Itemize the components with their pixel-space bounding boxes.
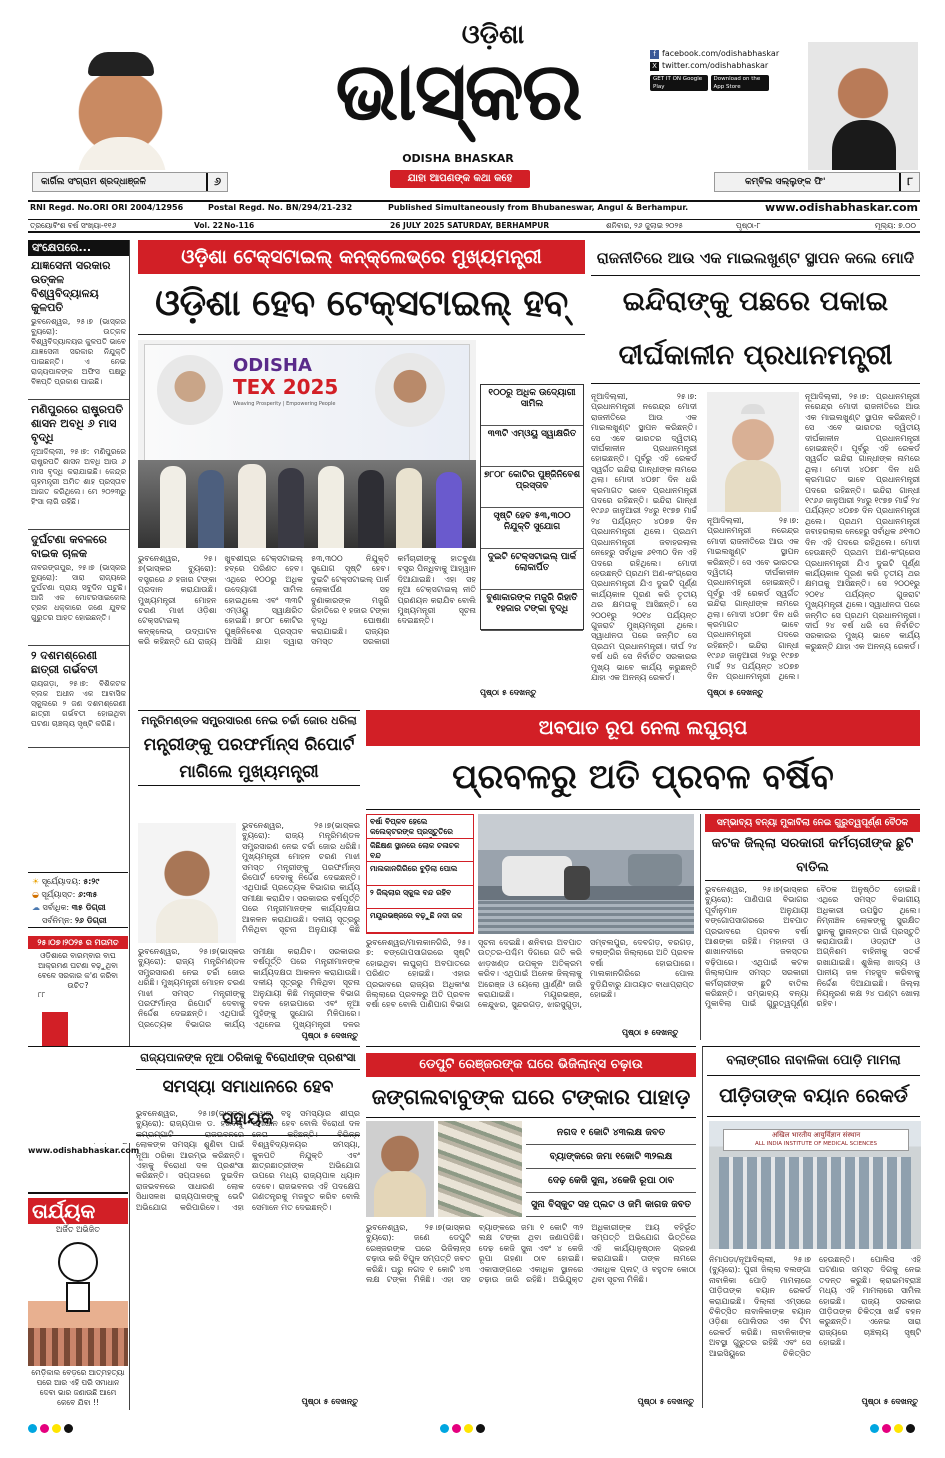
- cuttack-story: [700, 814, 920, 1040]
- cuttack-headline[interactable]: କଟକ ଜିଲ୍ଲା ସରକାରୀ କର୍ମଚାରୀଙ୍କ ଛୁଟି ବାତିଲ: [705, 832, 920, 881]
- rain-headline[interactable]: ପ୍ରବଳରୁ ଅତି ପ୍ରବଳ ବର୍ଷିବ: [366, 746, 920, 810]
- vigilance-fact: ବ୍ୟାଙ୍କରେ ଜମା ୧କୋଟି ୩୨ଲକ୍ଷ: [526, 1145, 696, 1169]
- governor-story: [28, 1046, 360, 1408]
- cabinet-kicker[interactable]: ମନ୍ତ୍ରିମଣ୍ଡଳ ସମ୍ପ୍ରସାରଣ ନେଇ ଚର୍ଚ୍ଚା ଜୋର ଧରିଲା: [141, 714, 357, 727]
- masthead: [28, 20, 920, 200]
- twitter-url: twitter.com/odishabhaskar: [662, 61, 769, 70]
- balangir-kicker[interactable]: ବଲାଙ୍ଗୀର ନାବାଳିକା ପୋଡ଼ି ମାମଲା: [707, 1047, 920, 1076]
- twitter-link[interactable]: [650, 60, 810, 72]
- modi-kicker[interactable]: ରାଜନୀତିରେ ଆଉ ଏକ ମାଇଲଖୁଣ୍ଟ ସ୍ଥାପନ କଲେ ମୋଦି: [591, 240, 920, 276]
- poll-question: ଓଡ଼ିଶାରେ ବାରମ୍ବାର ବାଘ ଆକ୍ରମଣ ଘଟଣା ବଢ଼ୁଥିବା ବେଳେ ସରକାର କ'ଣ କରିବା ଉଚିତ?: [37, 951, 119, 990]
- cloud-icon: ☁: [32, 903, 40, 912]
- lead-body-text: ଭୁବନେଶ୍ୱର, ୨୫।୭(ଭାସ୍କର ବ୍ୟୁରୋ): ବସ୍ତ୍ରରେ ୬ ହଜାର ଟଙ୍କା ପ୍ରଦାନ କରାଯାଉଛି। ମୁଖ୍ୟମନ୍ତ୍ରୀ ମୋହନ ଚରଣ ମାଝୀ ଓଡ଼ିଶା ଟେକ୍ସଟାଇଲ୍ କନ୍‌କ୍ଲେଭ୍ ଉଦ୍‌ଘାଟନ କରି କହିଛନ୍ତି ଯେ ରାଜ୍ୟ ଖୁବଶୀଘ୍ର ଟେକ୍ସଟାଇଲ୍ ହବ୍‌ରେ ପରିଣତ ହେବ। ଏଥିରେ ୧୦୦ରୁ ଅଧିକ ଉଦ୍ୟୋଗୀ ସାମିଲ ହୋଇଥିଲେ ଏବଂ ୩୩ଟି ଏମ୍‌ଓୟୁ ସ୍ୱାକ୍ଷରିତ ହୋଇଛି। ୭୮୦୮ କୋଟିର ପୁଞ୍ଜିନିବେଶ ପ୍ରସ୍ତାବ ଆସିଛି ଯାହା ଦ୍ୱାରା ୫୩,୩୦୦ ନିଯୁକ୍ତି ସୁଯୋଗ ସୃଷ୍ଟି ହେବ। ଦୁଇଟି ଟେକ୍ସଟାଇଲ୍ ପାର୍କ ଲୋକାର୍ପଣ ସହ ବୁଣାକାରଙ୍କ ମଜୁରି ରିହାତିରେ ୧ ହଜାର ଟଙ୍କା ବୃଦ୍ଧି ଘୋଷଣା କରାଯାଇଛି। ରାଜ୍ୟର ସମସ୍ତ ସରକାରୀ କର୍ମଚାରୀଙ୍କୁ ହାତବୁଣା ବସ୍ତ୍ର ପିନ୍ଧିବାକୁ ଆହ୍ୱାନ ଦିଆଯାଇଛି। ଏହା ସହ ନୂଆ ଟେକ୍ସଟାଇଲ୍ ନୀତି ପ୍ରଣୟନ କରାଯିବ ବୋଲି ମୁଖ୍ୟମନ୍ତ୍ରୀ ସୂଚନା ଦେଇଛନ୍ତି।: [138, 554, 476, 647]
- masthead-tagline: ଯାହା ଆପଣଙ୍କ କଥା କହେ: [390, 170, 530, 188]
- cm-photo-banner: [375, 353, 445, 427]
- cartoon-title: ତାର୍ଯ୍ୟକ: [28, 1198, 128, 1224]
- sidebar-brief-headline: ୨ ଦଶମଶ୍ରେଣୀ ଛାତ୍ରୀ ଗର୍ଭବତୀ: [31, 649, 98, 676]
- sidebar-brief-body: ରାୟଗଡ଼ା, ୨୫।୭: ବିଶିକଟକ ବ୍ଲକ ଅଧୀନ ଏକ ଆବାସିକ ସ୍କୁଲରେ ୨ ଜଣ ଦଶମଶ୍ରେଣୀ ଛାତ୍ରୀ ଗର୍ଭବତୀ ହୋଇଥିବା ଘଟଣା ଚାଞ୍ଚଲ୍ୟ ସୃଷ୍ଟି କରିଛି।: [31, 679, 126, 728]
- cabinet-headline-1[interactable]: ମନ୍ତ୍ରୀଙ୍କୁ ପରଫର୍ମାନ୍ସ ରିପୋର୍ଟ: [143, 735, 355, 755]
- modi-body-right: [805, 392, 920, 692]
- sidebar-label: ସଂକ୍ଷେପରେ...: [28, 240, 129, 256]
- cartoon-caption: ମେଡ଼ିକାଲ ବେଡ଼ରେ ଆତ୍ମହତ୍ୟା ପରେ ଆର ଏହି ପରି ସମାଧାନ ଦେବା ଭାର ଜଣାଉଛି ଆମେ କେବେ ଯିବା !!: [31, 1368, 125, 1407]
- right-teaser[interactable]: [714, 172, 920, 192]
- sunset-time: ୬:୩୫: [77, 890, 98, 899]
- cabinet-body-bottom: [138, 947, 360, 1031]
- lead-kicker[interactable]: ଓଡ଼ିଶା ଟେକ୍ସଟାଇଲ୍ କନ୍‌କ୍ଲେଭ୍‌ରେ ମୁଖ୍ୟମନ୍ତ୍ରୀ: [138, 240, 585, 274]
- modi-body-text-cont: ନୂଆଦିଲ୍ଲୀ, ୨୫।୭: ପ୍ରଧାନମନ୍ତ୍ରୀ ନରେନ୍ଦ୍ର ମୋଦୀ ରାଜନୀତିରେ ଆଉ ଏକ ମାଇଲଖୁଣ୍ଟ ସ୍ଥାପନ କରିଛନ୍ତି। ସେ ଏବେ ଭାରତର ଦ୍ୱିତୀୟ ଦୀର୍ଘକାଳୀନ ପ୍ରଧାନମନ୍ତ୍ରୀ ହୋଇଛନ୍ତି। ପୂର୍ବରୁ ଏହି ରେକର୍ଡ ସ୍ୱର୍ଗତ ଇନ୍ଦିରା ଗାନ୍ଧୀଙ୍କ ନାମରେ ଥିଲା। ମୋଦୀ ୪୦୭୮ ଦିନ ଧରି କ୍ରମାଗତ ଭାବେ ପ୍ରଧାନମନ୍ତ୍ରୀ ପଦରେ ରହିଛନ୍ତି। ଇନ୍ଦିରା ଗାନ୍ଧୀ ୧୯୬୬ ଜାନୁଆରୀ ୨୪ରୁ ୧୯୭୭ ମାର୍ଚ୍ଚ ୨୪ ପର୍ଯ୍ୟନ୍ତ ୪୦୭୭ ଦିନ ପ୍ରଧାନମନ୍ତ୍ରୀ ଥିଲେ। ପ୍ରଥମ ପ୍ରଧାନମନ୍ତ୍ରୀ ଜବାହରଲାଲ ନେହେରୁ ସର୍ବାଧିକ ୬୧୩୦ ଦିନ ଏହି ପଦରେ ରହିଥିଲେ। ମୋଦୀ ହେଉଛନ୍ତି ପ୍ରଥମ ଅଣ-କଂଗ୍ରେସ ପ୍ରଧାନମନ୍ତ୍ରୀ ଯିଏ ଦୁଇଟି ପୂର୍ଣ୍ଣ କାର୍ଯ୍ୟକାଳ ପୂରଣ କରି ତୃତୀୟ ଥର କ୍ଷମତାକୁ ଆସିଛନ୍ତି। ସେ ୨୦୦୧ରୁ ୨୦୧୪ ପର୍ଯ୍ୟନ୍ତ ଗୁଜରାଟ ମୁଖ୍ୟମନ୍ତ୍ରୀ ଥିଲେ। ସ୍ୱାଧୀନତା ପରେ ଜନ୍ମିତ ସେ ପ୍ରଥମ ପ୍ରଧାନମନ୍ତ୍ରୀ। ଦୀର୍ଘ ୨୪ ବର୍ଷ ଧରି ସେ ନିର୍ବାଚିତ ସରକାରର ମୁଖ୍ୟ ଭାବେ କାର୍ଯ୍ୟ କରୁଛନ୍ତି ଯାହା ଏକ ଅନନ୍ୟ ରେକର୍ଡ।: [805, 392, 920, 651]
- vigilance-body-text: ଭୁବନେଶ୍ୱର, ୨୫।୭(ଭାସ୍କର ବ୍ୟୁରୋ): ଜଣେ ଡେପୁଟି ରେଞ୍ଜରଙ୍କ ଘରେ ଭିଜିଲାନ୍ସ ଚଢ଼ାଉ କରି ବିପୁଳ ସମ୍ପତ୍ତି ଜବତ କରିଛି। ଘରୁ ନଗଦ ୧ କୋଟି ୪୩ ଲକ୍ଷ ଟଙ୍କା ମିଳିଛି। ଏହା ସହ ବ୍ୟାଙ୍କରେ ଜମା ୧ କୋଟି ୩୨ ଲକ୍ଷ ଟଙ୍କା ଥିବା ଜଣାପଡ଼ିଛି। ଦେଢ଼ କେଜି ସୁନା ଏବଂ ୪ କେଜି ରୂପା ଗହଣା ଠାବ ହୋଇଛି। ଏକାସାଙ୍ଗରେ ଏକାଧିକ ସ୍ଥାନରେ ଚଢ଼ାଉ ଜାରି ରହିଛି। ଅଭିଯୁକ୍ତ ଅଧିକାରୀଙ୍କ ଆୟ ବହିର୍ଭୂତ ସମ୍ପତ୍ତି ଅଭିଯୋଗ ଭିତ୍ତିରେ ଏହି କାର୍ଯ୍ୟାନୁଷ୍ଠାନ ଗ୍ରହଣ କରାଯାଇଛି। ତାଙ୍କ ନାମରେ ଏକାଧିକ ପ୍ଲଟ୍ ଓ ବହୁତଳ କୋଠା ଥିବା ସୂଚନା ମିଳିଛି।: [366, 1223, 696, 1285]
- website-url[interactable]: www.odishabhaskar.com: [765, 201, 918, 214]
- lead-fact: ୩୩ଟି ଏମ୍‌ଓୟୁ ସ୍ୱାକ୍ଷରିତ: [481, 426, 583, 467]
- sidebar-items: [28, 256, 129, 748]
- modi-body-mid: [707, 516, 799, 686]
- cabinet-headline-2[interactable]: ମାଗିଲେ ମୁଖ୍ୟମନ୍ତ୍ରୀ: [138, 759, 360, 786]
- governor-body: [136, 1109, 360, 1403]
- modi-body-text: ନୂଆଦିଲ୍ଲୀ, ୨୫।୭: ପ୍ରଧାନମନ୍ତ୍ରୀ ନରେନ୍ଦ୍ର ମୋଦୀ ରାଜନୀତିରେ ଆଉ ଏକ ମାଇଲଖୁଣ୍ଟ ସ୍ଥାପନ କରିଛନ୍ତି। ସେ ଏବେ ଭାରତର ଦ୍ୱିତୀୟ ଦୀର୍ଘକାଳୀନ ପ୍ରଧାନମନ୍ତ୍ରୀ ହୋଇଛନ୍ତି। ପୂର୍ବରୁ ଏହି ରେକର୍ଡ ସ୍ୱର୍ଗତ ଇନ୍ଦିରା ଗାନ୍ଧୀଙ୍କ ନାମରେ ଥିଲା। ମୋଦୀ ୪୦୭୮ ଦିନ ଧରି କ୍ରମାଗତ ଭାବେ ପ୍ରଧାନମନ୍ତ୍ରୀ ପଦରେ ରହିଛନ୍ତି। ଇନ୍ଦିରା ଗାନ୍ଧୀ ୧୯୬୬ ଜାନୁଆରୀ ୨୪ରୁ ୧୯୭୭ ମାର୍ଚ୍ଚ ୨୪ ପର୍ଯ୍ୟନ୍ତ ୪୦୭୭ ଦିନ ପ୍ରଧାନମନ୍ତ୍ରୀ ଥିଲେ। ପ୍ରଥମ ପ୍ରଧାନମନ୍ତ୍ରୀ ଜବାହରଲାଲ ନେହେରୁ ସର୍ବାଧିକ ୬୧୩୦ ଦିନ ଏହି ପଦରେ ରହିଥିଲେ। ମୋଦୀ ହେଉଛନ୍ତି ପ୍ରଥମ ଅଣ-କଂଗ୍ରେସ ପ୍ରଧାନମନ୍ତ୍ରୀ ଯିଏ ଦୁଇଟି ପୂର୍ଣ୍ଣ କାର୍ଯ୍ୟକାଳ ପୂରଣ କରି ତୃତୀୟ ଥର କ୍ଷମତାକୁ ଆସିଛନ୍ତି। ସେ ୨୦୦୧ରୁ ୨୦୧୪ ପର୍ଯ୍ୟନ୍ତ ଗୁଜରାଟ ମୁଖ୍ୟମନ୍ତ୍ରୀ ଥିଲେ। ସ୍ୱାଧୀନତା ପରେ ଜନ୍ମିତ ସେ ପ୍ରଥମ ପ୍ରଧାନମନ୍ତ୍ରୀ। ଦୀର୍ଘ ୨୪ ବର୍ଷ ଧରି ସେ ନିର୍ବାଚିତ ସରକାରର ମୁଖ୍ୟ ଭାବେ କାର୍ଯ୍ୟ କରୁଛନ୍ତି ଯାହା ଏକ ଅନନ୍ୟ ରେକର୍ଡ।: [591, 392, 697, 682]
- vigilance-facts: [526, 1121, 696, 1217]
- info-bar-top: [28, 200, 920, 213]
- event-banner: [144, 344, 470, 468]
- rain-body: [366, 938, 694, 1036]
- modi-story: [591, 240, 920, 702]
- google-play-badge[interactable]: GET IT ON Google Play: [650, 75, 708, 91]
- masthead-title[interactable]: ଭାସ୍କର: [335, 45, 581, 138]
- weather-box: [28, 872, 128, 928]
- minister-photo: [138, 823, 236, 943]
- cuttack-body-text: ଭୁବନେଶ୍ୱର, ୨୫।୭(ଭାସ୍କର ବ୍ୟୁରୋ): ପାଣିପାଗ ବିଭାଗର ପୂର୍ବାନୁମାନ ଅନୁଯାୟୀ ବଙ୍ଗୋପସାଗରରେ ଅବପାତ ପ୍ରଭାବରେ ପ୍ରବଳ ବର୍ଷା ଆଶଙ୍କା ରହିଛି। ମହାନଦୀ ଓ ଶାଖାନଦୀରେ ଜଳସ୍ତର ବଢ଼ିପାରେ। ଏଥିପାଇଁ କଟକ ଜିଲ୍ଲାପାଳ ସମସ୍ତ ସରକାରୀ କର୍ମଚାରୀଙ୍କ ଛୁଟି ବାତିଲ କରିଛନ୍ତି। ସମ୍ଭାବ୍ୟ ବନ୍ୟା ମୁକାବିଲା ପାଇଁ ଗୁରୁତ୍ୱପୂର୍ଣ୍ଣ ବୈଠକ ଅନୁଷ୍ଠିତ ହୋଇଛି। ଏଥିରେ ସମସ୍ତ ବିଭାଗୀୟ ଅଧିକାରୀ ଉପସ୍ଥିତ ଥିଲେ। ନିମ୍ନାଞ୍ଚଳ ଲୋକଙ୍କୁ ସୁରକ୍ଷିତ ସ୍ଥାନକୁ ସ୍ଥାନାନ୍ତର ପାଇଁ ପ୍ରସ୍ତୁତି କରାଯାଉଛି। ଓଡ୍ରାଫ ଓ ଅଗ୍ନିଶମ ବାହିନୀକୁ ସତର୍କ ରଖାଯାଇଛି। ଶୁଖିଲା ଖାଦ୍ୟ ଓ ପାନୀୟ ଜଳ ମହଜୁଦ କରିବାକୁ ନିର୍ଦ୍ଦେଶ ଦିଆଯାଇଛି। ଜିଲ୍ଲା ନିୟନ୍ତ୍ରଣ କକ୍ଷ ୨୪ ଘଣ୍ଟା ଖୋଲା ରହିବ।: [705, 885, 920, 1009]
- price: ମୂଲ୍ୟ: ୭.୦୦: [874, 221, 916, 230]
- volume: Vol. 22: [194, 221, 224, 230]
- app-store-badge[interactable]: Download on the App Store: [711, 75, 769, 91]
- vigilance-body: [366, 1223, 696, 1403]
- rain-bullet: ମାଲକାନଗିରିରେ ବୁଡ଼ିଲା ପୋଲ: [367, 862, 473, 886]
- maxtemp-label: ସର୍ବାଧିକ: [42, 903, 67, 912]
- governor-continue[interactable]: ପୃଷ୍ଠା ୫ ଦେଖନ୍ତୁ: [301, 1397, 358, 1406]
- governor-headline[interactable]: ସମସ୍ୟା ସମାଧାନରେ ହେବ ସହାୟକ: [136, 1071, 360, 1136]
- balangir-continue[interactable]: ପୃଷ୍ଠା ୫ ଦେଖନ୍ତୁ: [861, 1397, 918, 1406]
- modi-body-left: [591, 392, 697, 702]
- twitter-icon: X: [650, 62, 659, 71]
- sunset-label: ସୂର୍ଯ୍ୟାସ୍ତ: [41, 890, 73, 899]
- stage-people: [138, 460, 476, 548]
- balangir-story: [702, 1046, 920, 1408]
- vigilance-kicker[interactable]: ଡେପୁଟି ରେଞ୍ଜରଙ୍କ ଘରେ ଭିଜିଲାନ୍ସ ଚଢ଼ାଉ: [366, 1053, 696, 1077]
- cabinet-continue[interactable]: ପୃଷ୍ଠା ୫ ଦେଖନ୍ତୁ: [301, 1031, 358, 1040]
- sunrise-icon: ☀: [32, 877, 40, 886]
- cabinet-body-text: ଭୁବନେଶ୍ୱର, ୨୫।୭(ଭାସ୍କର ବ୍ୟୁରୋ): ରାଜ୍ୟ ମନ୍ତ୍ରିମଣ୍ଡଳ ସମ୍ପ୍ରସାରଣ ନେଇ ଚର୍ଚ୍ଚା ଜୋର ଧରିଛି। ମୁଖ୍ୟମନ୍ତ୍ରୀ ମୋହନ ଚରଣ ମାଝୀ ସମସ୍ତ ମନ୍ତ୍ରୀଙ୍କୁ ପରଫର୍ମାନ୍ସ ରିପୋର୍ଟ ଦେବାକୁ ନିର୍ଦ୍ଦେଶ ଦେଇଛନ୍ତି। ଏଥିପାଇଁ ପ୍ରତ୍ୟେକ ବିଭାଗର କାର୍ଯ୍ୟ ସମୀକ୍ଷା କରାଯିବ। ସରକାରର ବର୍ଷପୂର୍ତ୍ତି ପରେ ମନ୍ତ୍ରୀମାନଙ୍କ କାର୍ଯ୍ୟଦକ୍ଷତା ଆକଳନ କରାଯାଉଛି। ଦଳୀୟ ସୂତ୍ରରୁ ମିଳିଥିବା ସୂଚନା ଅନୁଯାୟୀ କିଛି: [242, 821, 360, 935]
- masthead-title-en: ODISHA BHASKAR: [402, 152, 514, 165]
- masthead-title-small: ଓଡ଼ିଶା: [461, 20, 525, 50]
- sidebar-brief[interactable]: [28, 400, 129, 530]
- facebook-link[interactable]: [650, 48, 810, 60]
- lead-fact: ୧୦୦ରୁ ଅଧିକ ଉଦ୍ୟୋଗୀ ସାମିଲ: [481, 385, 583, 426]
- page-count: ପୃଷ୍ଠା-୮: [736, 221, 761, 230]
- lead-headline[interactable]: ଓଡ଼ିଶା ହେବ ଟେକ୍ସଟାଇଲ୍ ହବ୍: [155, 283, 568, 324]
- sidebar-brief-headline: ମଣିପୁରରେ ରାଷ୍ଟ୍ରପତି ଶାସନ ଅବଧି ୬ ମାସ ବୃଦ୍ଧି: [31, 403, 124, 444]
- issue-no: No-116: [224, 221, 255, 230]
- banner-subtitle: Weaving Prosperity | Empowering People: [233, 401, 336, 407]
- poll-header: ୨୫।୦୭।୨୦୨୫ ର ମତାମତ: [28, 936, 128, 949]
- modi-headline-1[interactable]: ଇନ୍ଦିରାଙ୍କୁ ପଛରେ ପକାଇ: [622, 286, 889, 317]
- rain-bullet: ୨ ଜିଲ୍ଲାର ସ୍କୁଲ ବନ୍ଦ ରହିବ: [367, 886, 473, 910]
- banner-title-2: TEX 2025: [233, 375, 339, 399]
- registration-marks-center: [440, 1418, 488, 1437]
- aiims-photo: [709, 1121, 921, 1249]
- lead-continue[interactable]: ପୃଷ୍ଠା ୫ ଦେଖନ୍ତୁ: [480, 688, 537, 697]
- cabinet-story: [138, 710, 360, 1040]
- right-teaser-page: ୮: [899, 173, 913, 191]
- mintemp-row: ସର୍ବନିମ୍ନ: ୨୬ ଡିଗ୍ରୀ: [42, 916, 107, 925]
- cartoon-subtitle: ଅର୍ଜିତ ଅଭିଜିତ: [56, 1225, 100, 1234]
- maxtemp-value: ୩୫ ଡିଗ୍ରୀ: [71, 903, 106, 912]
- maxtemp-row: ☁ ସର୍ବାଧିକ: ୩୫ ଡିଗ୍ରୀ: [32, 903, 106, 912]
- balangir-body-text: ନିମାପଡ଼ା/ନୂଆଦିଲ୍ଲୀ, ୨୫।୭ (ବ୍ୟୁରୋ): ପୁରୀ ଜିଲ୍ଲା ବଲଙ୍ଗା ନାବାଳିକା ପୋଡ଼ି ମାମଲାରେ ପୀଡ଼ିତାଙ୍କ ବୟାନ ରେକର୍ଡ କରାଯାଇଛି। ଦିଲ୍ଲୀ ଏମ୍ସରେ ଚିକିତ୍ସିତ ନାବାଳିକାଙ୍କ ବୟାନ ଓଡ଼ିଶା ପୋଲିସର ଏକ ଟିମ ରେକର୍ଡ କରିଛି। ନାବାଳିକାଙ୍କ ଅବସ୍ଥା ଗୁରୁତର ରହିଛି ଏବଂ ସେ ଆଇସିୟୁରେ ଚିକିତ୍ସିତ ହେଉଛନ୍ତି। ପୋଲିସ ଏହି ଘଟଣାର ସମସ୍ତ ଦିଗକୁ ନେଇ ତଦନ୍ତ କରୁଛି। କ୍ରାଇମବ୍ରାଞ୍ଚ ମଧ୍ୟ ଏହି ମାମଲାରେ ସାମିଲ ହୋଇଛି। ରାଜ୍ୟ ସରକାର ପୀଡ଼ିତାଙ୍କ ଚିକିତ୍ସା ଖର୍ଚ୍ଚ ବହନ କରୁଛନ୍ତି। ଏନେଇ ସାରା ରାଜ୍ୟରେ ଚାଞ୍ଚଲ୍ୟ ସୃଷ୍ଟି ହୋଇଛି।: [709, 1255, 921, 1358]
- balangir-headline[interactable]: ପୀଡ଼ିତାଙ୍କ ବୟାନ ରେକର୍ଡ: [707, 1076, 920, 1117]
- right-teaser-text: କମ୍‌ବିଲ ସଲ୍ଲୁଙ୍କ ଫି': [745, 177, 826, 187]
- rain-bullet: ବର୍ଷା ବିପ୍ଳବ ହେଲେ କଲେକ୍ଟରଙ୍କ ପ୍ରସ୍ତୁତିରେ: [367, 815, 473, 839]
- rni-number: RNI Regd. No.ORI ORI 2004/12956: [30, 203, 184, 212]
- rain-story: [366, 710, 920, 1040]
- modi-continue[interactable]: ପୃଷ୍ଠା ୫ ଦେଖନ୍ତୁ: [707, 688, 764, 697]
- registration-marks-left: [28, 1418, 76, 1437]
- lead-fact: ୭୮୦୮ କୋଟିର ପୁଞ୍ଜିନିବେଶ ପ୍ରସ୍ତାବ: [481, 467, 583, 508]
- sidebar-brief[interactable]: [28, 256, 129, 400]
- celebrity-photo: [808, 42, 918, 170]
- facebook-icon: f: [650, 50, 659, 59]
- lead-fact: ସୃଷ୍ଟି ହେବ ୫୩,୩୦୦ ନିଯୁକ୍ତି ସୁଯୋଗ: [481, 508, 583, 549]
- year-issue: ତ୍ରୟୋବିଂଶ ବର୍ଷ ସଂଖ୍ୟା-୧୧୬: [30, 221, 117, 230]
- date-english: 26 JULY 2025 SATURDAY, BERHAMPUR: [390, 221, 550, 230]
- aiims-sign-hindi: अखिल भारतीय आयुर्विज्ञान संस्थान: [771, 1131, 861, 1139]
- sidebar-brief-body: ନୂଆଦିଲ୍ଲୀ, ୨୫।୭: ମଣିପୁରରେ ରାଷ୍ଟ୍ରପତି ଶାସନ ଅବଧି ଆଉ ୬ ମାସ ବୃଦ୍ଧି କରାଯାଇଛି। କେନ୍ଦ୍ର ଗୃହମନ୍ତ୍ରୀ ଅମିତ ଶାହ ପ୍ରସ୍ତାବ ଆଗତ କରିଥିଲେ। ମେ ୨୦୨୩ରୁ ହିଂସା ଲାଗି ରହିଛି।: [31, 447, 126, 506]
- rain-bullet: ମୟୂରଭଞ୍ଜରେ ବଢ଼ୁଛି ନଦୀ ଜଳ: [367, 909, 473, 933]
- officer-photo: [366, 1121, 434, 1217]
- modi-photo: [707, 392, 799, 512]
- cash-photo: [438, 1121, 522, 1217]
- postal-number: Postal Regd. No. BN/294/21-232: [208, 203, 353, 212]
- governor-body-text: ଭୁବନେଶ୍ୱର, ୨୫।୭(ଭାସ୍କର ବ୍ୟୁରୋ): ରାଜ୍ୟପାଳ ଡ. ହରିବାବୁ କମ୍ଭମ୍ପାଟି ରାଜଭବନରେ ଲୋକଙ୍କ ସମସ୍ୟା ଶୁଣିବା ପାଇଁ ନୂଆ ଠରିକା ଆରମ୍ଭ କରିଛନ୍ତି। ଏହାକୁ ବିରୋଧୀ ଦଳ ପ୍ରଶଂସା କରିଛନ୍ତି। ସପ୍ତାହରେ ଦୁଇଦିନ ରାଜଭବନରେ ସାଧାରଣ ଲୋକ ସିଧାସଳଖ ରାଜ୍ୟପାଳଙ୍କୁ ଭେଟି ଅଭିଯୋଗ କରିପାରିବେ। ଏହା ଦ୍ୱାରା ବହୁ ସମସ୍ୟାର ଶୀଘ୍ର ସମାଧାନ ହେବ ବୋଲି ବିରୋଧୀ ଦଳ ନେତା କହିଛନ୍ତି। ବିଭିନ୍ନ ବିଶ୍ୱବିଦ୍ୟାଳୟର ସମସ୍ୟା, କୁଳପତି ନିଯୁକ୍ତି ଏବଂ ଛାତ୍ରଛାତ୍ରୀଙ୍କ ଅଭିଯୋଗ ଉପରେ ମଧ୍ୟ ରାଜ୍ୟପାଳ ଧ୍ୟାନ ଦେବେ। ରାଜଭବନର ଏହି ପଦକ୍ଷେପ ଗଣତନ୍ତ୍ରକୁ ମଜବୁତ କରିବ ବୋଲି ସେମାନେ ମତ ଦେଇଛନ୍ତି।: [136, 1109, 360, 1212]
- vigilance-fact: ସୁନା ବିସ୍କୁଟ ସହ ପ୍ଲଟ ଓ ଜମି କାଗଜ ଜବତ: [526, 1193, 696, 1217]
- sidebar-brief-body: ନାବରଙ୍ଗପୁର, ୨୫।୭ (ଭାସ୍କର ବ୍ୟୁରୋ): ସାରା ରାଜ୍ୟରେ ଦୁର୍ଘଟଣା ପ୍ରାୟ ସବୁଦିନ ଘଟୁଛି। ଆଜି ଏକ ମୋଟରସାଇକେଲ ଟ୍ରକ ଧକ୍କାରେ ଜଣେ ଯୁବକ ଗୁରୁତର ଆହତ ହୋଇଛନ୍ତି।: [31, 563, 126, 622]
- left-teaser-page: ୬: [206, 173, 221, 191]
- rain-continue[interactable]: ପୃଷ୍ଠା ୫ ଦେଖନ୍ତୁ: [622, 1028, 679, 1037]
- lead-fact: ବୁଣାକାରଙ୍କ ମଜୁରି ରିହାତି ୧ହଜାର ଟଙ୍କା ବୃଦ୍ଧି: [481, 590, 583, 631]
- poll-site[interactable]: www.odishabhaskar.com: [28, 1146, 140, 1155]
- social-links: [650, 48, 810, 91]
- banner-title-1: ODISHA: [233, 355, 312, 376]
- facebook-url: facebook.com/odishabhaskar: [662, 49, 780, 58]
- vigilance-headline[interactable]: ଜଙ୍ଗଲବାବୁଙ୍କ ଘରେ ଟଙ୍କାର ପାହାଡ଼: [366, 1077, 696, 1118]
- lead-fact: ଦୁଇଟି ଟେକ୍ସଟାଇଲ୍ ପାର୍କ ଲୋକାର୍ପିତ: [481, 549, 583, 590]
- aiims-sign: [723, 1129, 909, 1151]
- cm-photo: [38, 42, 203, 170]
- rain-body-text: ଭୁବନେଶ୍ୱର/ମାଲକାନଗିରି, ୨୫।୭: ବଙ୍ଗୋପସାଗରରେ ସୃଷ୍ଟି ହୋଇଥିବା ଲଘୁଚାପ ଅବପାତରେ ପରିଣତ ହୋଇଛି। ଏହାର ପ୍ରଭାବରେ ରାଜ୍ୟର ଅଧିକାଂଶ ଜିଲ୍ଲାରେ ପ୍ରବଳରୁ ଅତି ପ୍ରବଳ ବର୍ଷା ହେବ ବୋଲି ପାଣିପାଗ ବିଭାଗ ସୂଚନା ଦେଇଛି। ଶନିବାର ଅବପାତ ଉତ୍ତର-ପଶ୍ଚିମ ଦିଗରେ ଗତି କରି ଝାଡ଼ଖଣ୍ଡ ଉପକୂଳ ଅତିକ୍ରମ କରିବ। ଏଥିପାଇଁ ଅନେକ ଜିଲ୍ଲାକୁ ଅରେଞ୍ଜ ଓ ୟେଲୋ ୱାର୍ଣ୍ଣିଂ ଜାରି କରାଯାଇଛି। ମୟୂରଭଞ୍ଜ, କେନ୍ଦୁଝର, ସୁନ୍ଦରଗଡ଼, ଝାରସୁଗୁଡ଼ା, ସମ୍ବଲପୁର, ଦେବଗଡ଼, ବରଗଡ଼, ବଲାଙ୍ଗିର ଜିଲ୍ଲାରେ ଅତି ପ୍ରବଳ ବର୍ଷା ହୋଇପାରେ। ମାଲକାନଗିରିରେ ପୋଲ ବୁଡ଼ିଯିବାରୁ ଯାତାୟାତ ବାଧାପ୍ରାପ୍ତ ହୋଇଛି।: [366, 938, 694, 1010]
- cabinet-body-text-cont: ଭୁବନେଶ୍ୱର, ୨୫।୭(ଭାସ୍କର ବ୍ୟୁରୋ): ରାଜ୍ୟ ମନ୍ତ୍ରିମଣ୍ଡଳ ସମ୍ପ୍ରସାରଣ ନେଇ ଚର୍ଚ୍ଚା ଜୋର ଧରିଛି। ମୁଖ୍ୟମନ୍ତ୍ରୀ ମୋହନ ଚରଣ ମାଝୀ ସମସ୍ତ ମନ୍ତ୍ରୀଙ୍କୁ ପରଫର୍ମାନ୍ସ ରିପୋର୍ଟ ଦେବାକୁ ନିର୍ଦ୍ଦେଶ ଦେଇଛନ୍ତି। ଏଥିପାଇଁ ପ୍ରତ୍ୟେକ ବିଭାଗର କାର୍ଯ୍ୟ ସମୀକ୍ଷା କରାଯିବ। ସରକାରର ବର୍ଷପୂର୍ତ୍ତି ପରେ ମନ୍ତ୍ରୀମାନଙ୍କ କାର୍ଯ୍ୟଦକ୍ଷତା ଆକଳନ କରାଯାଉଛି। ଦଳୀୟ ସୂତ୍ରରୁ ମିଳିଥିବା ସୂଚନା ଅନୁଯାୟୀ କିଛି ମନ୍ତ୍ରୀଙ୍କ ବିଭାଗ ବଦଳ ହୋଇପାରେ ଏବଂ ନୂଆ ମୁହଁଙ୍କୁ ସୁଯୋଗ ମିଳିପାରେ। ଏଥିନେଇ ମୁଖ୍ୟମନ୍ତ୍ରୀ ଦଳର: [138, 947, 360, 1029]
- modi-body-text-mid: ନୂଆଦିଲ୍ଲୀ, ୨୫।୭: ପ୍ରଧାନମନ୍ତ୍ରୀ ନରେନ୍ଦ୍ର ମୋଦୀ ରାଜନୀତିରେ ଆଉ ଏକ ମାଇଲଖୁଣ୍ଟ ସ୍ଥାପନ କରିଛନ୍ତି। ସେ ଏବେ ଭାରତର ଦ୍ୱିତୀୟ ଦୀର୍ଘକାଳୀନ ପ୍ରଧାନମନ୍ତ୍ରୀ ହୋଇଛନ୍ତି। ପୂର୍ବରୁ ଏହି ରେକର୍ଡ ସ୍ୱର୍ଗତ ଇନ୍ଦିରା ଗାନ୍ଧୀଙ୍କ ନାମରେ ଥିଲା। ମୋଦୀ ୪୦୭୮ ଦିନ ଧରି କ୍ରମାଗତ ଭାବେ ପ୍ରଧାନମନ୍ତ୍ରୀ ପଦରେ ରହିଛନ୍ତି। ଇନ୍ଦିରା ଗାନ୍ଧୀ ୧୯୬୬ ଜାନୁଆରୀ ୨୪ରୁ ୧୯୭୭ ମାର୍ଚ୍ଚ ୨୪ ପର୍ଯ୍ୟନ୍ତ ୪୦୭୭ ଦିନ ପ୍ରଧାନମନ୍ତ୍ରୀ ଥିଲେ।: [707, 516, 799, 682]
- mintemp-value: ୨୬ ଡିଗ୍ରୀ: [74, 916, 107, 925]
- left-teaser[interactable]: [32, 172, 228, 192]
- sunset-row: ◒ ସୂର୍ଯ୍ୟାସ୍ତ: ୬:୩୫: [32, 890, 98, 899]
- vigilance-fact: ଦେଢ଼ କେଜି ସୁନା, ୪କେଜି ରୂପା ଠାବ: [526, 1169, 696, 1193]
- pm-photo-left: [157, 355, 223, 425]
- lead-story: [138, 240, 585, 702]
- sidebar-brief-headline: ଦୁର୍ଘଟଣା କବଳରେ ବାଇକ ଚାଳକ: [31, 533, 107, 560]
- lead-body: [138, 554, 476, 700]
- cuttack-body: [705, 885, 920, 1061]
- cabinet-body: [242, 821, 360, 941]
- sunrise-row: ☀ ସୂର୍ଯ୍ୟୋଦୟ: ୫:୨୯: [32, 877, 100, 886]
- rain-photo: [478, 814, 694, 934]
- mintemp-label: ସର୍ବନିମ୍ନ: [42, 916, 70, 925]
- sunset-icon: ◒: [32, 890, 39, 899]
- lead-photo: [138, 340, 476, 548]
- sunrise-label: ସୂର୍ଯ୍ୟୋଦୟ: [41, 877, 78, 886]
- balangir-body: [709, 1255, 921, 1401]
- sidebar-brief-body: ଭୁବନେଶ୍ୱର, ୨୫।୭ (ଭାସ୍କର ବ୍ୟୁରୋ): ଉତ୍କଳ ବିଶ୍ୱବିଦ୍ୟାଳୟର କୁଳପତି ଭାବେ ଯାଜ୍ଞସେନୀ ସରକାର ନିଯୁକ୍ତି ପାଇଛନ୍ତି। ଏ ନେଇ ରାଜ୍ୟପାଳଙ୍କ ଅଫିସ ପକ୍ଷରୁ ବିଜ୍ଞପ୍ତି ପ୍ରକାଶ ପାଇଛି।: [31, 317, 126, 386]
- lead-facts-box: [480, 384, 584, 630]
- vigilance-story: [366, 1046, 696, 1408]
- rain-bullet: କିଛିକ୍ଷଣ ସ୍ଥାନରେ ଲୋକ ଚଳାଚଳ ବନ୍ଦ: [367, 839, 473, 863]
- registration-marks-right: [870, 1418, 918, 1437]
- sidebar-brief-headline: ଯାଜ୍ଞସେନୀ ସରକାର ଉତ୍କଳ ବିଶ୍ୱବିଦ୍ୟାଳୟ କୁଳପତି: [31, 259, 111, 314]
- vigilance-continue[interactable]: ପୃଷ୍ଠା ୫ ଦେଖନ୍ତୁ: [637, 1397, 694, 1406]
- published-note: Published Simultaneously from Bhubaneswar, Angul & Berhampur.: [388, 203, 689, 212]
- poll-top-value: ୮୮: [38, 991, 46, 999]
- vigilance-fact: ନଗଦ ୧ କୋଟି ୪୩ଲକ୍ଷ ଜବତ: [526, 1121, 696, 1145]
- aiims-sign-english: ALL INDIA INSTITUTE OF MEDICAL SCIENCES: [754, 1141, 877, 1147]
- left-teaser-text: କାର୍ଗିଲ ସଂଗ୍ରାମ ଶ୍ରଦ୍ଧାଞ୍ଜଳି: [41, 177, 146, 187]
- sidebar-brief[interactable]: [28, 646, 129, 748]
- governor-kicker[interactable]: ରାଜ୍ୟପାଳଙ୍କ ନୂଆ ଠରିକାକୁ ବିରୋଧୀଙ୍କ ପ୍ରଶଂସା: [136, 1047, 360, 1070]
- info-bar-bottom: [28, 219, 920, 233]
- sunrise-time: ୫:୨୯: [83, 877, 100, 886]
- modi-headline-2[interactable]: ଦୀର୍ଘକାଳୀନ ପ୍ରଧାନମନ୍ତ୍ରୀ: [591, 330, 920, 384]
- cuttack-kicker[interactable]: ସମ୍ଭାବ୍ୟ ବନ୍ୟା ମୁକାବିଲା ନେଇ ଗୁରୁତ୍ୱପୂର୍ଣ୍ଣ ବୈଠକ: [705, 814, 920, 832]
- sidebar-brief[interactable]: [28, 530, 129, 646]
- rain-kicker[interactable]: ଅବପାତ ରୂପ ନେଲା ଲଘୁଚାପ: [366, 710, 920, 746]
- date-odia: ଶନିବାର, ୨୬ ଜୁଲାଇ ୨୦୨୫: [606, 221, 683, 230]
- rain-bullets-box: [366, 814, 474, 934]
